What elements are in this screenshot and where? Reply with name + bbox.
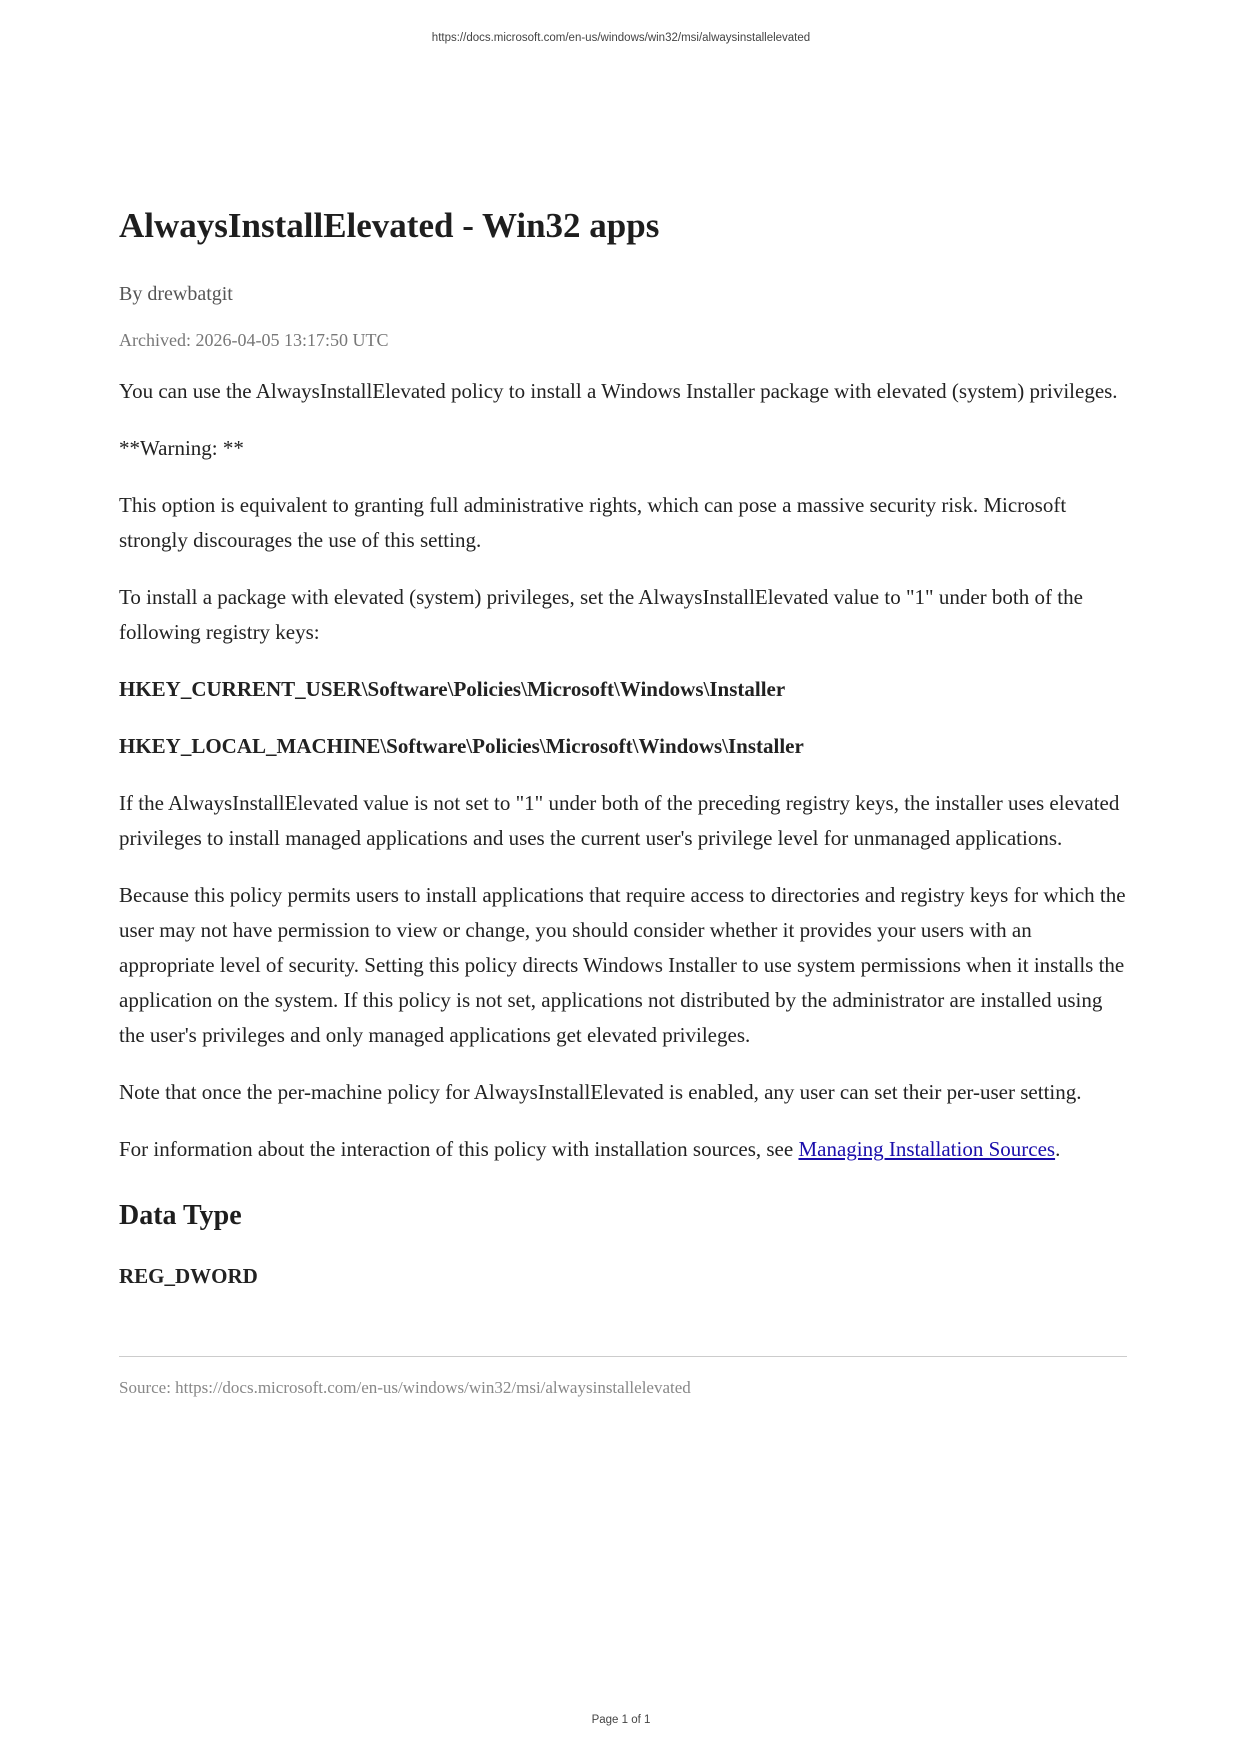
managing-installation-sources-link[interactable]: Managing Installation Sources [798,1137,1056,1162]
not-set-paragraph: If the AlwaysInstallElevated value is not set to "1" under both of the preceding registry keys, the installer uses elevated privileges to install managed applications and uses the current user's privilege level for unmanaged applications. [119,791,1120,851]
registry-key-local-machine: HKEY_LOCAL_MACHINE\Software\Policies\Microsoft\Windows\Installer [119,734,804,759]
policy-details-paragraph: Because this policy permits users to install applications that require access to directories and registry keys for which the user may not have permission to view or change, you should consider whether it provides your users with an appropriate level of security. Setting this policy directs Windows Installer to use system permissions when it installs the application on the system. If this policy is not set, applications not distributed by the administrator are installed using the user's privileges and only managed applications get elevated privileges. [119,883,1126,1048]
data-type-heading: Data Type [119,1200,242,1232]
article [119,205,1127,1399]
warning-label: **Warning: ** [119,436,244,461]
install-instructions-paragraph: To install a package with elevated (system) privileges, set the AlwaysInstallElevated value to "1" under both of the following registry keys: [119,585,1083,645]
page-title: AlwaysInstallElevated - Win32 apps [119,206,660,245]
divider [119,1356,1127,1357]
warning-paragraph: This option is equivalent to granting full administrative rights, which can pose a massive security risk. Microsoft strongly discourages the use of this setting. [119,493,1067,553]
per-machine-note-paragraph: Note that once the per-machine policy for AlwaysInstallElevated is enabled, any user can set their per-user setting. [119,1080,1082,1105]
byline: By drewbatgit [119,283,233,305]
source-url: Source: https://docs.microsoft.com/en-us/windows/win32/msi/alwaysinstallelevated [119,1378,691,1398]
registry-key-current-user: HKEY_CURRENT_USER\Software\Policies\Microsoft\Windows\Installer [119,677,786,702]
intro-paragraph: You can use the AlwaysInstallElevated policy to install a Windows Installer package with elevated (system) privileges. [119,379,1118,404]
installation-sources-prefix: For information about the interaction of this policy with installation sources, see [119,1137,799,1162]
archived-timestamp: Archived: 2026-04-05 13:17:50 UTC [119,330,389,350]
installation-sources-paragraph [119,1132,1127,1167]
page-number: Page 1 of 1 [591,1714,651,1726]
data-type-value: REG_DWORD [119,1263,258,1288]
page-header-url: https://docs.microsoft.com/en-us/windows/win32/msi/alwaysinstallelevated [431,32,811,44]
installation-sources-suffix: . [1055,1137,1061,1162]
